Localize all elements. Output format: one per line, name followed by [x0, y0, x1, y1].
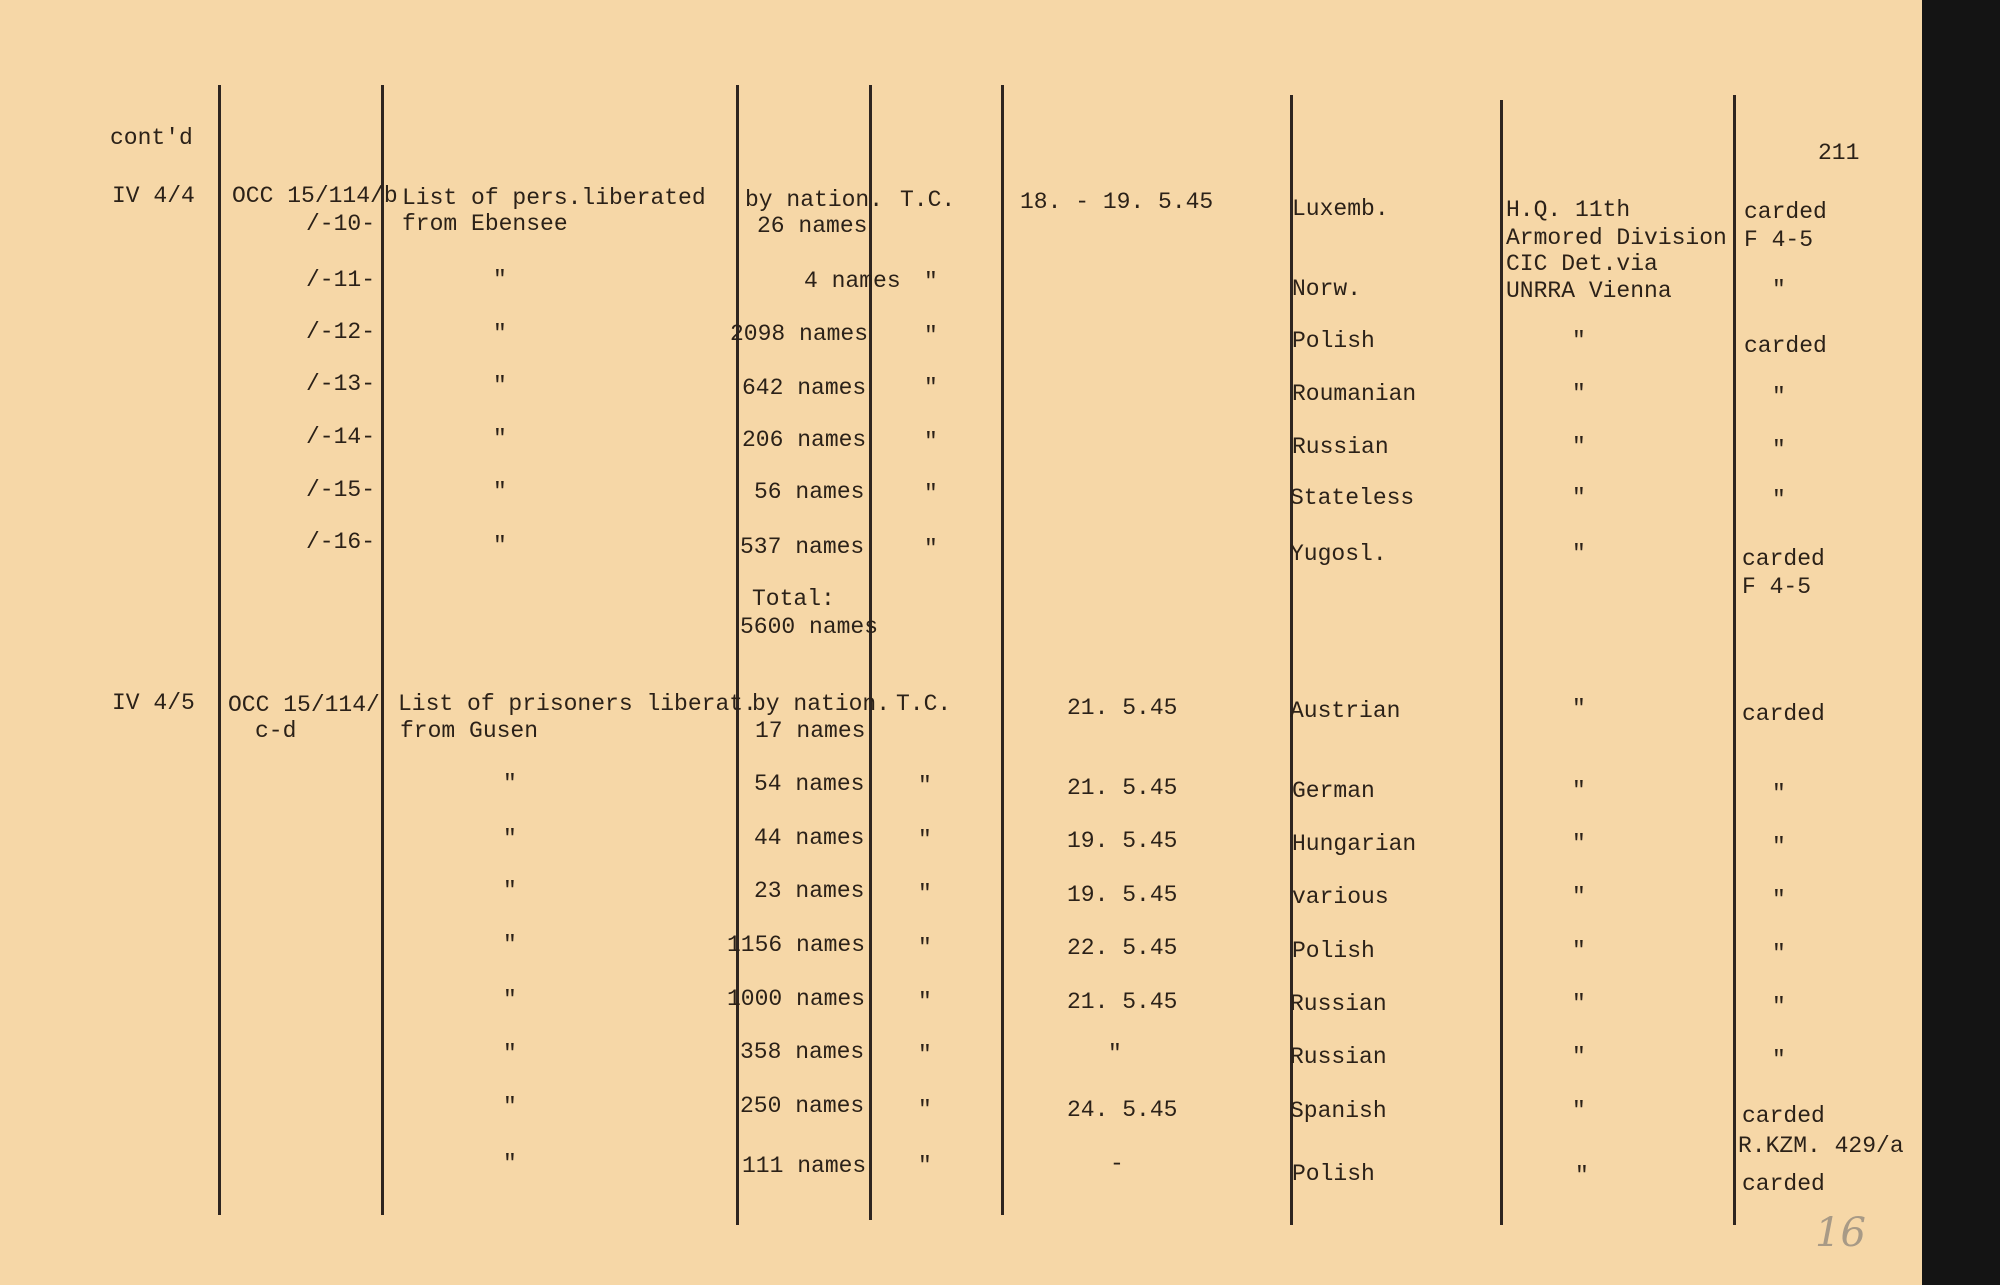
names-count: 1156 names	[727, 932, 866, 958]
column-rule	[1500, 100, 1503, 1225]
names-count: 358 names	[740, 1039, 865, 1065]
section1-file: OCC 15/114/b	[232, 183, 398, 209]
section1-source: H.Q. 11th	[1506, 197, 1631, 223]
nationality: Norw.	[1292, 276, 1362, 302]
card-status: "	[1772, 487, 1786, 513]
card-status: carded	[1742, 701, 1825, 727]
names-count: 250 names	[740, 1093, 865, 1119]
date-ditto: "	[1108, 1041, 1122, 1067]
ditto-mark: "	[1572, 696, 1586, 722]
total-label: Total:	[752, 586, 835, 612]
scan-edge	[1922, 0, 2000, 1285]
ditto-mark: "	[1575, 1163, 1589, 1189]
sub-ref: /-15-	[306, 477, 376, 503]
card-status-ref: R.KZM. 429/a	[1738, 1133, 1904, 1159]
card-status: "	[1772, 887, 1786, 913]
names-count: 642 names	[742, 375, 867, 401]
ditto-mark: "	[918, 881, 932, 907]
card-status: "	[1772, 437, 1786, 463]
date: 21. 5.45	[1067, 989, 1178, 1015]
nationality: Austrian	[1290, 698, 1401, 724]
card-status: "	[1772, 1047, 1786, 1073]
ditto-mark: "	[503, 826, 517, 852]
nationality: Russian	[1290, 1044, 1387, 1070]
ditto-mark: "	[503, 1094, 517, 1120]
ditto-mark: "	[918, 1153, 932, 1179]
nationality: Luxemb.	[1292, 196, 1389, 222]
ditto-mark: "	[493, 479, 507, 505]
nationality: Polish	[1292, 938, 1375, 964]
ditto-mark: "	[918, 935, 932, 961]
ditto-mark: "	[1572, 831, 1586, 857]
sub-ref: /-10-	[306, 211, 376, 237]
page-number: 211	[1818, 140, 1860, 166]
ditto-mark: "	[1572, 938, 1586, 964]
card-status: "	[1772, 384, 1786, 410]
pencil-page-number: 16	[1815, 1210, 1866, 1256]
names-count: 26 names	[757, 213, 868, 239]
total-names: 5600 names	[740, 614, 879, 640]
card-status: "	[1772, 941, 1786, 967]
ditto-mark: "	[503, 932, 517, 958]
nationality: Russian	[1290, 991, 1387, 1017]
ditto-mark: "	[493, 267, 507, 293]
ditto-mark: "	[924, 323, 938, 349]
ditto-mark: "	[503, 771, 517, 797]
ditto-mark: "	[924, 536, 938, 562]
nationality: Yugosl.	[1290, 541, 1387, 567]
names-count: 56 names	[754, 479, 865, 505]
nationality: Spanish	[1290, 1098, 1387, 1124]
card-status: carded	[1744, 199, 1827, 225]
date: 21. 5.45	[1067, 695, 1178, 721]
ditto-mark: "	[1572, 434, 1586, 460]
ditto-mark: "	[503, 1041, 517, 1067]
column-rule	[1733, 95, 1736, 1225]
ditto-mark: "	[1572, 328, 1586, 354]
section2-by: by nation.	[752, 691, 891, 717]
ditto-mark: "	[503, 878, 517, 904]
section2-tc: T.C.	[896, 691, 952, 717]
names-count: 2098 names	[730, 321, 869, 347]
date: -	[1110, 1151, 1124, 1177]
sub-ref: /-12-	[306, 319, 376, 345]
ditto-mark: "	[493, 533, 507, 559]
card-status: "	[1772, 277, 1786, 303]
card-status: carded	[1744, 333, 1827, 359]
date: 19. 5.45	[1067, 882, 1178, 908]
ditto-mark: "	[918, 773, 932, 799]
sub-ref: /-16-	[306, 529, 376, 555]
nationality: various	[1292, 884, 1389, 910]
ditto-mark: "	[503, 1151, 517, 1177]
date: 21. 5.45	[1067, 775, 1178, 801]
ditto-mark: "	[924, 269, 938, 295]
column-rule	[736, 85, 739, 1225]
ditto-mark: "	[1572, 778, 1586, 804]
ditto-mark: "	[493, 426, 507, 452]
ditto-mark: "	[918, 1042, 932, 1068]
ditto-mark: "	[924, 481, 938, 507]
section1-ref: IV 4/4	[112, 183, 195, 209]
date: 24. 5.45	[1067, 1097, 1178, 1123]
section2-file: c-d	[255, 718, 297, 744]
names-count: 44 names	[754, 825, 865, 851]
section2-description: from Gusen	[400, 718, 539, 744]
section1-source: Armored Division	[1506, 225, 1727, 251]
column-rule	[1001, 85, 1004, 1215]
names-count: 23 names	[754, 878, 865, 904]
section1-source: CIC Det.via	[1506, 251, 1658, 277]
card-status: "	[1772, 834, 1786, 860]
nationality: German	[1292, 778, 1375, 804]
ditto-mark: "	[918, 827, 932, 853]
ditto-mark: "	[493, 373, 507, 399]
card-status: "	[1772, 781, 1786, 807]
nationality: Hungarian	[1292, 831, 1417, 857]
names-count: 17 names	[755, 718, 866, 744]
column-rule	[381, 85, 384, 1215]
nationality: Polish	[1292, 1161, 1375, 1187]
contd-label: cont'd	[110, 125, 193, 151]
ditto-mark: "	[1572, 991, 1586, 1017]
column-rule	[218, 85, 221, 1215]
nationality: Stateless	[1290, 485, 1415, 511]
date: 22. 5.45	[1067, 935, 1178, 961]
ditto-mark: "	[1572, 1044, 1586, 1070]
section1-description: List of pers.liberated	[402, 185, 706, 211]
sub-ref: /-11-	[306, 267, 376, 293]
ditto-mark: "	[918, 989, 932, 1015]
card-status: "	[1772, 994, 1786, 1020]
ditto-mark: "	[918, 1097, 932, 1123]
names-count: 111 names	[742, 1153, 867, 1179]
sub-ref: /-13-	[306, 371, 376, 397]
section1-tc: T.C.	[900, 187, 956, 213]
card-status-ref: F 4-5	[1744, 227, 1814, 253]
ditto-mark: "	[1572, 381, 1586, 407]
card-status: carded	[1742, 1103, 1825, 1129]
ditto-mark: "	[1572, 1098, 1586, 1124]
names-count: 537 names	[740, 534, 865, 560]
section2-ref: IV 4/5	[112, 690, 195, 716]
ditto-mark: "	[924, 429, 938, 455]
names-count: 54 names	[754, 771, 865, 797]
ditto-mark: "	[924, 375, 938, 401]
ditto-mark: "	[1572, 485, 1586, 511]
ditto-mark: "	[1572, 884, 1586, 910]
names-count: 1000 names	[727, 986, 866, 1012]
ditto-mark: "	[493, 321, 507, 347]
sub-ref: /-14-	[306, 424, 376, 450]
section2-description: List of prisoners liberat.	[398, 691, 757, 717]
section1-description: from Ebensee	[402, 211, 568, 237]
nationality: Russian	[1292, 434, 1389, 460]
section1-date: 18. - 19. 5.45	[1020, 189, 1214, 215]
ditto-mark: "	[1572, 541, 1586, 567]
names-count: 4 names	[804, 268, 901, 294]
nationality: Polish	[1292, 328, 1375, 354]
names-count: 206 names	[742, 427, 867, 453]
nationality: Roumanian	[1292, 381, 1417, 407]
section1-source: UNRRA Vienna	[1506, 278, 1672, 304]
section1-by: by nation.	[745, 187, 884, 213]
column-rule	[869, 85, 872, 1220]
ditto-mark: "	[503, 987, 517, 1013]
date: 19. 5.45	[1067, 828, 1178, 854]
card-status-ref: F 4-5	[1742, 574, 1812, 600]
card-status: carded	[1742, 1171, 1825, 1197]
section2-file: OCC 15/114/	[228, 692, 380, 718]
card-status: carded	[1742, 546, 1825, 572]
